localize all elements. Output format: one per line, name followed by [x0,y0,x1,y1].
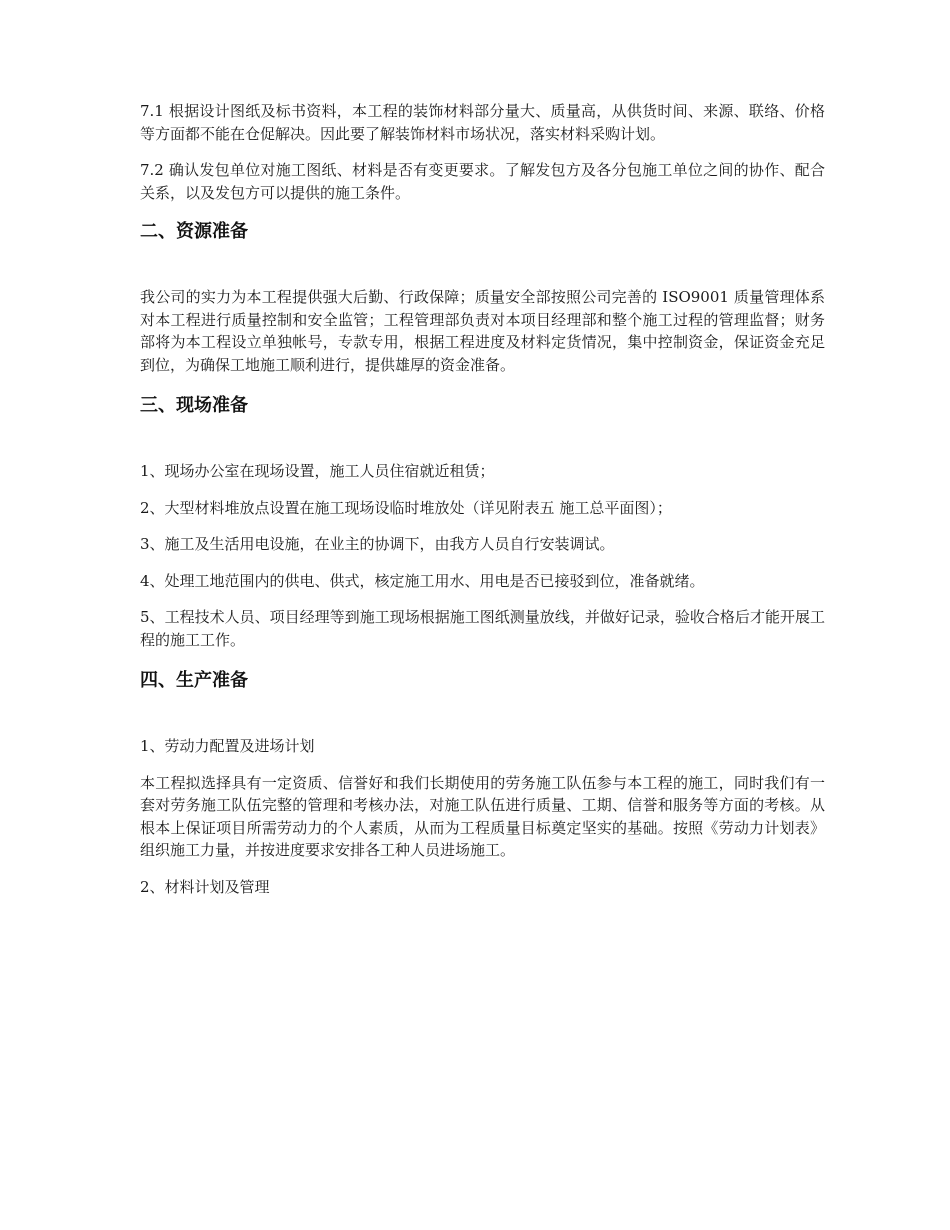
paragraph-labor: 本工程拟选择具有一定资质、信誉好和我们长期使用的劳务施工队伍参与本工程的施工，同时我们有一套对劳务施工队伍完整的管理和考核办法，对施工队伍进行质量、工期、信誉和服务等方面的考核。从根本上保证项目所需劳动力的个人素质，从而为工程质量目标奠定坚实的基础。按照《劳动力计划表》组织施工力量，并按进度要求安排各工种人员进场施工。 [140,773,825,859]
section-heading-production: 四、生产准备 [140,670,248,691]
paragraph-resources: 我公司的实力为本工程提供强大后勤、行政保障；质量安全部按照公司完善的 ISO9001 质量管理体系对本工程进行质量控制和安全监管；工程管理部负责对本项目经理部和整个施工过程的管理监督；财务部将为本工程设立单独帐号，专款专用，根据工程进度及材料定货情况，集中控制资金，保证资金充足到位，为确保工地施工顺利进行，提供雄厚的资金准备。 [140,288,825,374]
list-item-site-4: 4、处理工地范围内的供电、供式，核定施工用水、用电是否已接驳到位，准备就绪。 [140,571,705,590]
subheading-labor: 1、劳动力配置及进场计划 [140,737,315,755]
spacer [140,695,825,735]
section-heading-resources: 二、资源准备 [140,221,248,242]
subheading-materials: 2、材料计划及管理 [140,877,270,896]
list-item-site-1: 1、现场办公室在现场设置，施工人员住宿就近租赁； [140,462,495,480]
list-item-site-2: 2、大型材料堆放点设置在施工现场设临时堆放处（详见附表五 施工总平面图）； [140,498,672,517]
paragraph-7-1: 7.1 根据设计图纸及标书资料，本工程的装饰材料部分量大、质量高，从供货时间、来源、联络、价格等方面都不能在仓促解决。因此要了解装饰材料市场状况，落实材料采购计划。 [140,102,825,143]
list-item-site-5: 5、工程技术人员、项目经理等到施工现场根据施工图纸测量放线，并做好记录，验收合格后才能开展工程的施工工作。 [140,608,825,649]
document-page [140,100,825,912]
spacer [140,246,825,286]
spacer [140,420,825,460]
section-heading-site: 三、现场准备 [140,395,248,416]
list-item-site-3: 3、施工及生活用电设施，在业主的协调下，由我方人员自行安装调试。 [140,535,615,553]
paragraph-7-2: 7.2 确认发包单位对施工图纸、材料是否有变更要求。了解发包方及各分包施工单位之间的协作、配合关系，以及发包方可以提供的施工条件。 [140,161,825,202]
